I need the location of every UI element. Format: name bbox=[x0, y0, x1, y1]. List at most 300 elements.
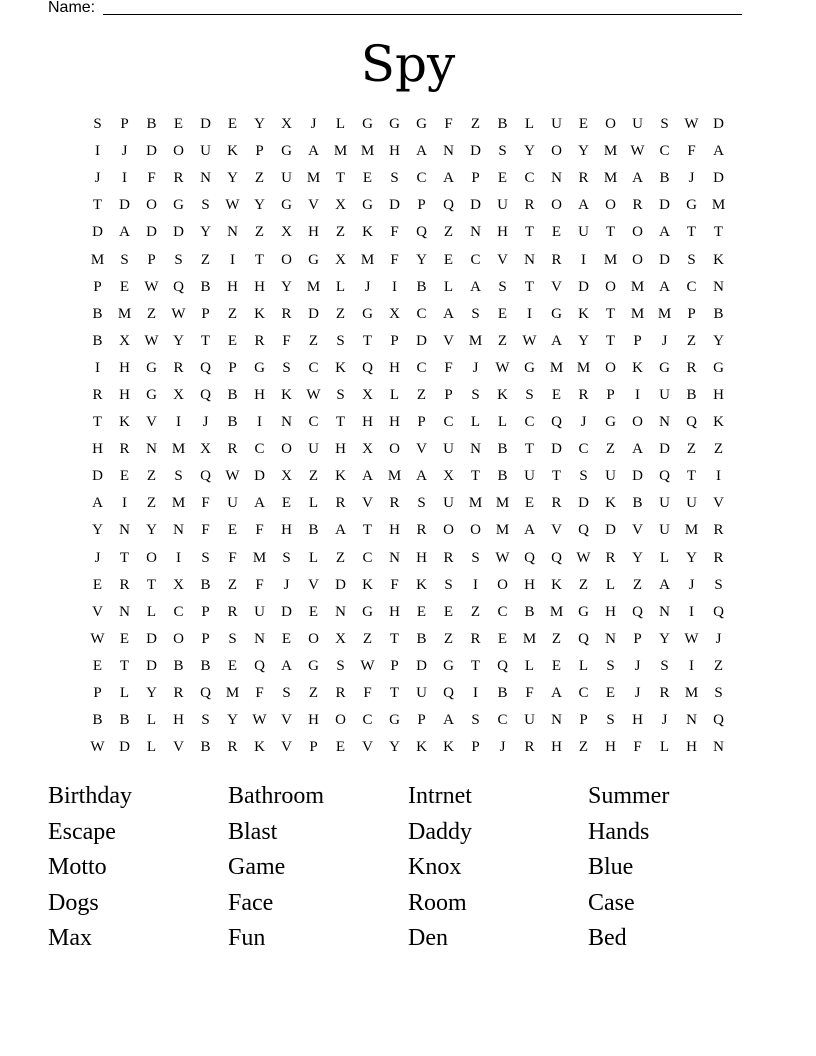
grid-row bbox=[84, 274, 732, 301]
grid-letter: O bbox=[146, 549, 157, 566]
grid-letter: K bbox=[335, 468, 346, 485]
grid-letter: G bbox=[281, 197, 292, 214]
grid-letter: J bbox=[499, 739, 506, 756]
grid-letter: H bbox=[524, 576, 535, 593]
grid-letter: H bbox=[632, 712, 643, 729]
grid-letter: C bbox=[362, 549, 373, 566]
grid-letter: Z bbox=[443, 224, 454, 241]
grid-letter: S bbox=[579, 468, 588, 485]
grid-letter: H bbox=[227, 278, 238, 295]
grid-letter: P bbox=[417, 197, 426, 214]
grid-letter: A bbox=[119, 224, 130, 241]
grid-letter: E bbox=[497, 170, 508, 187]
grid-letter: B bbox=[227, 386, 238, 403]
word-list-item: Case bbox=[588, 889, 635, 916]
grid-letter: P bbox=[579, 712, 588, 729]
grid-letter: Z bbox=[443, 630, 454, 647]
grid-letter: Y bbox=[578, 332, 589, 349]
grid-letter: L bbox=[578, 657, 589, 674]
grid-letter: K bbox=[362, 224, 373, 241]
name-underline bbox=[103, 14, 742, 15]
grid-letter: W bbox=[576, 549, 591, 566]
grid-letter: R bbox=[335, 685, 346, 702]
grid-letter: E bbox=[173, 116, 184, 133]
word-list bbox=[48, 780, 768, 958]
grid-letter: K bbox=[605, 495, 616, 512]
grid-letter: A bbox=[281, 657, 292, 674]
grid-letter: E bbox=[119, 468, 130, 485]
grid-letter: A bbox=[416, 143, 427, 160]
grid-letter: V bbox=[632, 522, 643, 539]
grid-letter: F bbox=[633, 739, 642, 756]
grid-letter: U bbox=[443, 495, 454, 512]
grid-letter: E bbox=[335, 739, 346, 756]
grid-letter: K bbox=[335, 359, 346, 376]
grid-letter: E bbox=[443, 603, 454, 620]
grid-letter: U bbox=[605, 468, 616, 485]
grid-letter: Y bbox=[713, 332, 724, 349]
grid-letter: C bbox=[308, 359, 319, 376]
grid-letter: K bbox=[227, 143, 238, 160]
grid-letter: J bbox=[283, 576, 290, 593]
grid-letter: C bbox=[416, 305, 427, 322]
grid-letter: A bbox=[551, 332, 562, 349]
grid-letter: S bbox=[336, 332, 345, 349]
grid-letter: R bbox=[92, 386, 103, 403]
grid-letter: E bbox=[362, 170, 373, 187]
grid-letter: B bbox=[416, 630, 427, 647]
grid-row bbox=[84, 653, 732, 680]
grid-letter: V bbox=[497, 251, 508, 268]
grid-letter: V bbox=[362, 739, 373, 756]
grid-letter: Q bbox=[254, 657, 265, 674]
grid-row bbox=[84, 409, 732, 436]
grid-letter: G bbox=[146, 359, 157, 376]
grid-letter: H bbox=[254, 386, 265, 403]
grid-letter: U bbox=[254, 603, 265, 620]
grid-letter: O bbox=[632, 224, 643, 241]
word-list-item: Blast bbox=[228, 818, 278, 845]
grid-letter: Z bbox=[335, 305, 346, 322]
grid-letter: Y bbox=[281, 278, 292, 295]
grid-letter: A bbox=[713, 143, 724, 160]
grid-letter: C bbox=[578, 441, 589, 458]
grid-letter: Z bbox=[308, 332, 319, 349]
grid-letter: E bbox=[497, 305, 508, 322]
grid-letter: I bbox=[95, 359, 100, 376]
grid-letter: O bbox=[605, 197, 616, 214]
grid-letter: M bbox=[603, 251, 618, 268]
grid-letter: Y bbox=[686, 549, 697, 566]
grid-letter: M bbox=[333, 143, 348, 160]
grid-letter: H bbox=[605, 739, 616, 756]
grid-letter: Z bbox=[605, 441, 616, 458]
grid-letter: G bbox=[659, 359, 670, 376]
grid-letter: S bbox=[201, 549, 210, 566]
grid-letter: A bbox=[443, 305, 454, 322]
grid-letter: P bbox=[201, 603, 210, 620]
grid-letter: C bbox=[578, 685, 589, 702]
grid-letter: V bbox=[551, 278, 562, 295]
grid-letter: V bbox=[308, 197, 319, 214]
grid-letter: M bbox=[711, 197, 726, 214]
grid-letter: P bbox=[687, 305, 696, 322]
grid-letter: G bbox=[281, 143, 292, 160]
grid-letter: R bbox=[632, 197, 643, 214]
grid-letter: E bbox=[227, 657, 238, 674]
grid-letter: N bbox=[470, 441, 481, 458]
grid-letter: S bbox=[498, 143, 507, 160]
grid-letter: W bbox=[252, 712, 267, 729]
grid-letter: G bbox=[173, 197, 184, 214]
grid-letter: Z bbox=[686, 332, 697, 349]
grid-letter: Z bbox=[200, 251, 211, 268]
grid-letter: D bbox=[92, 468, 103, 485]
grid-letter: O bbox=[173, 630, 184, 647]
grid-letter: H bbox=[254, 278, 265, 295]
word-list-item: Game bbox=[228, 854, 286, 880]
grid-letter: O bbox=[632, 251, 643, 268]
grid-letter: H bbox=[119, 359, 130, 376]
grid-letter: C bbox=[659, 143, 670, 160]
grid-row bbox=[84, 111, 732, 138]
grid-letter: F bbox=[201, 495, 210, 512]
grid-letter: T bbox=[470, 468, 481, 485]
grid-letter: O bbox=[173, 143, 184, 160]
grid-letter: Q bbox=[362, 359, 373, 376]
grid-letter: Q bbox=[200, 685, 211, 702]
grid-letter: M bbox=[360, 251, 375, 268]
grid-letter: Q bbox=[632, 603, 643, 620]
grid-letter: P bbox=[633, 630, 642, 647]
grid-letter: A bbox=[632, 170, 643, 187]
grid-letter: A bbox=[254, 495, 265, 512]
word-list-item: Hands bbox=[588, 818, 650, 845]
word-list-item: Knox bbox=[408, 854, 462, 880]
grid-letter: Z bbox=[497, 332, 508, 349]
grid-letter: E bbox=[119, 630, 130, 647]
grid-letter: H bbox=[551, 739, 562, 756]
grid-letter: W bbox=[630, 143, 645, 160]
grid-letter: H bbox=[281, 522, 292, 539]
grid-letter: J bbox=[688, 576, 695, 593]
grid-letter: O bbox=[632, 414, 643, 431]
grid-letter: F bbox=[228, 549, 237, 566]
grid-letter: R bbox=[578, 170, 589, 187]
grid-letter: S bbox=[228, 630, 237, 647]
grid-letter: H bbox=[686, 739, 697, 756]
grid-letter: N bbox=[389, 549, 400, 566]
grid-letter: N bbox=[173, 522, 184, 539]
grid-letter: B bbox=[146, 116, 157, 133]
grid-letter: D bbox=[659, 441, 670, 458]
grid-letter: S bbox=[606, 712, 615, 729]
grid-letter: U bbox=[281, 170, 292, 187]
grid-letter: P bbox=[120, 116, 129, 133]
word-list-item: Daddy bbox=[408, 818, 472, 845]
grid-letter: M bbox=[171, 495, 186, 512]
grid-letter: D bbox=[551, 441, 562, 458]
grid-letter: S bbox=[471, 712, 480, 729]
grid-letter: N bbox=[524, 251, 535, 268]
grid-letter: V bbox=[416, 441, 427, 458]
grid-letter: A bbox=[92, 495, 103, 512]
grid-letter: Y bbox=[254, 197, 265, 214]
grid-letter: R bbox=[335, 495, 346, 512]
grid-letter: Z bbox=[146, 495, 157, 512]
grid-letter: O bbox=[605, 359, 616, 376]
grid-letter: X bbox=[173, 576, 184, 593]
grid-letter: Y bbox=[173, 332, 184, 349]
grid-letter: Q bbox=[524, 549, 535, 566]
grid-letter: J bbox=[634, 685, 641, 702]
grid-letter: N bbox=[281, 414, 292, 431]
grid-letter: U bbox=[443, 441, 454, 458]
grid-letter: S bbox=[201, 712, 210, 729]
grid-letter: Z bbox=[686, 441, 697, 458]
grid-letter: L bbox=[146, 739, 157, 756]
grid-letter: F bbox=[255, 685, 264, 702]
grid-letter: G bbox=[524, 359, 535, 376]
grid-letter: V bbox=[362, 495, 373, 512]
grid-letter: C bbox=[524, 170, 535, 187]
grid-letter: G bbox=[389, 712, 400, 729]
grid-letter: Z bbox=[713, 441, 724, 458]
grid-letter: M bbox=[117, 305, 132, 322]
grid-letter: R bbox=[578, 386, 589, 403]
grid-letter: N bbox=[605, 630, 616, 647]
grid-letter: A bbox=[470, 278, 481, 295]
grid-letter: A bbox=[632, 441, 643, 458]
grid-letter: S bbox=[498, 278, 507, 295]
grid-row bbox=[84, 328, 732, 355]
grid-letter: N bbox=[686, 712, 697, 729]
grid-letter: N bbox=[659, 414, 670, 431]
grid-letter: Z bbox=[632, 576, 643, 593]
word-list-item: Birthday bbox=[48, 783, 132, 809]
grid-letter: U bbox=[308, 441, 319, 458]
grid-letter: I bbox=[122, 495, 127, 512]
grid-letter: F bbox=[363, 685, 372, 702]
grid-letter: B bbox=[119, 712, 130, 729]
word-list-item: Fun bbox=[228, 925, 266, 951]
grid-letter: Y bbox=[92, 522, 103, 539]
grid-row bbox=[84, 626, 732, 653]
grid-letter: B bbox=[308, 522, 319, 539]
grid-letter: J bbox=[310, 116, 317, 133]
page-title: Spy bbox=[360, 35, 456, 93]
grid-row bbox=[84, 599, 732, 626]
grid-letter: O bbox=[470, 522, 481, 539]
grid-letter: T bbox=[605, 332, 616, 349]
grid-letter: C bbox=[308, 414, 319, 431]
grid-letter: K bbox=[119, 414, 130, 431]
grid-letter: C bbox=[254, 441, 265, 458]
grid-letter: K bbox=[578, 305, 589, 322]
word-list-item: Face bbox=[228, 889, 274, 916]
word-list-item: Motto bbox=[48, 854, 107, 880]
grid-letter: Q bbox=[578, 630, 589, 647]
grid-letter: H bbox=[308, 224, 319, 241]
grid-letter: D bbox=[92, 224, 103, 241]
grid-letter: X bbox=[200, 441, 211, 458]
grid-letter: N bbox=[335, 603, 346, 620]
grid-letter: B bbox=[200, 576, 211, 593]
grid-letter: D bbox=[146, 143, 157, 160]
grid-letter: Y bbox=[227, 170, 238, 187]
grid-letter: T bbox=[146, 576, 157, 593]
grid-letter: Q bbox=[416, 224, 427, 241]
grid-letter: S bbox=[282, 685, 291, 702]
grid-letter: M bbox=[549, 603, 564, 620]
grid-letter: Q bbox=[578, 522, 589, 539]
grid-letter: S bbox=[714, 685, 723, 702]
grid-letter: R bbox=[686, 359, 697, 376]
grid-letter: T bbox=[335, 414, 346, 431]
grid-letter: D bbox=[659, 197, 670, 214]
grid-letter: M bbox=[495, 495, 510, 512]
grid-letter: P bbox=[309, 739, 318, 756]
grid-letter: E bbox=[227, 332, 238, 349]
grid-letter: C bbox=[416, 359, 427, 376]
grid-letter: R bbox=[119, 441, 130, 458]
grid-letter: N bbox=[551, 170, 562, 187]
grid-letter: X bbox=[362, 441, 373, 458]
grid-letter: D bbox=[470, 143, 481, 160]
grid-letter: G bbox=[308, 251, 319, 268]
grid-letter: D bbox=[146, 630, 157, 647]
grid-letter: L bbox=[335, 278, 346, 295]
grid-letter: L bbox=[335, 116, 346, 133]
grid-row bbox=[84, 680, 732, 707]
grid-letter: S bbox=[525, 386, 534, 403]
grid-letter: A bbox=[443, 712, 454, 729]
grid-letter: T bbox=[686, 224, 697, 241]
grid-letter: I bbox=[689, 603, 694, 620]
grid-letter: T bbox=[362, 332, 373, 349]
grid-letter: K bbox=[713, 251, 724, 268]
grid-letter: S bbox=[336, 657, 345, 674]
grid-letter: J bbox=[202, 414, 209, 431]
grid-letter: E bbox=[281, 495, 292, 512]
grid-letter: I bbox=[392, 278, 397, 295]
grid-letter: I bbox=[95, 143, 100, 160]
grid-letter: N bbox=[713, 739, 724, 756]
grid-letter: R bbox=[119, 576, 130, 593]
grid-letter: X bbox=[335, 197, 346, 214]
grid-letter: V bbox=[92, 603, 103, 620]
grid-letter: J bbox=[94, 170, 101, 187]
grid-letter: A bbox=[659, 224, 670, 241]
grid-letter: J bbox=[661, 332, 668, 349]
grid-letter: S bbox=[471, 305, 480, 322]
grid-letter: C bbox=[686, 278, 697, 295]
grid-letter: M bbox=[171, 441, 186, 458]
grid-letter: P bbox=[201, 305, 210, 322]
grid-letter: D bbox=[713, 116, 724, 133]
grid-letter: L bbox=[146, 712, 157, 729]
grid-letter: I bbox=[257, 414, 262, 431]
grid-letter: P bbox=[255, 143, 264, 160]
grid-letter: R bbox=[227, 739, 238, 756]
grid-letter: J bbox=[634, 657, 641, 674]
grid-letter: X bbox=[173, 386, 184, 403]
grid-letter: H bbox=[362, 414, 373, 431]
grid-letter: N bbox=[254, 630, 265, 647]
grid-letter: N bbox=[659, 603, 670, 620]
grid-letter: U bbox=[686, 495, 697, 512]
grid-letter: X bbox=[281, 468, 292, 485]
grid-letter: N bbox=[227, 224, 238, 241]
grid-letter: S bbox=[282, 549, 291, 566]
grid-letter: J bbox=[364, 278, 371, 295]
grid-letter: N bbox=[551, 712, 562, 729]
grid-letter: L bbox=[524, 116, 535, 133]
grid-letter: D bbox=[389, 197, 400, 214]
grid-letter: E bbox=[92, 657, 103, 674]
grid-letter: S bbox=[417, 495, 426, 512]
grid-letter: W bbox=[306, 386, 321, 403]
grid-letter: J bbox=[688, 170, 695, 187]
grid-letter: L bbox=[497, 414, 508, 431]
grid-letter: I bbox=[176, 414, 181, 431]
grid-letter: B bbox=[173, 657, 184, 674]
grid-letter: N bbox=[119, 522, 130, 539]
grid-letter: F bbox=[444, 359, 453, 376]
grid-letter: E bbox=[578, 116, 589, 133]
grid-letter: C bbox=[497, 603, 508, 620]
grid-letter: Y bbox=[146, 522, 157, 539]
grid-letter: W bbox=[225, 468, 240, 485]
grid-letter: N bbox=[713, 278, 724, 295]
name-label: Name: bbox=[48, 0, 96, 16]
grid-letter: A bbox=[524, 522, 535, 539]
grid-row bbox=[84, 572, 732, 599]
grid-letter: K bbox=[416, 576, 427, 593]
grid-letter: R bbox=[443, 549, 454, 566]
grid-letter: F bbox=[147, 170, 156, 187]
grid-letter: D bbox=[578, 278, 589, 295]
grid-letter: W bbox=[90, 739, 105, 756]
grid-letter: T bbox=[524, 441, 535, 458]
grid-letter: D bbox=[578, 495, 589, 512]
grid-letter: J bbox=[661, 712, 668, 729]
grid-letter: M bbox=[252, 549, 267, 566]
grid-letter: K bbox=[632, 359, 643, 376]
grid-letter: X bbox=[335, 251, 346, 268]
grid-letter: Z bbox=[362, 630, 373, 647]
grid-letter: U bbox=[659, 495, 670, 512]
grid-letter: D bbox=[146, 657, 157, 674]
grid-letter: I bbox=[122, 170, 127, 187]
grid-row bbox=[84, 246, 732, 273]
grid-letter: P bbox=[444, 386, 453, 403]
grid-letter: G bbox=[443, 657, 454, 674]
grid-letter: B bbox=[416, 278, 427, 295]
grid-letter: Q bbox=[497, 657, 508, 674]
grid-row bbox=[84, 165, 732, 192]
grid-letter: R bbox=[254, 332, 265, 349]
grid-letter: V bbox=[443, 332, 454, 349]
grid-letter: M bbox=[387, 468, 402, 485]
grid-letter: X bbox=[281, 116, 292, 133]
grid-letter: T bbox=[470, 657, 481, 674]
grid-letter: Q bbox=[443, 685, 454, 702]
grid-letter: P bbox=[471, 739, 480, 756]
grid-letter: S bbox=[471, 549, 480, 566]
grid-letter: C bbox=[362, 712, 373, 729]
grid-letter: U bbox=[227, 495, 238, 512]
